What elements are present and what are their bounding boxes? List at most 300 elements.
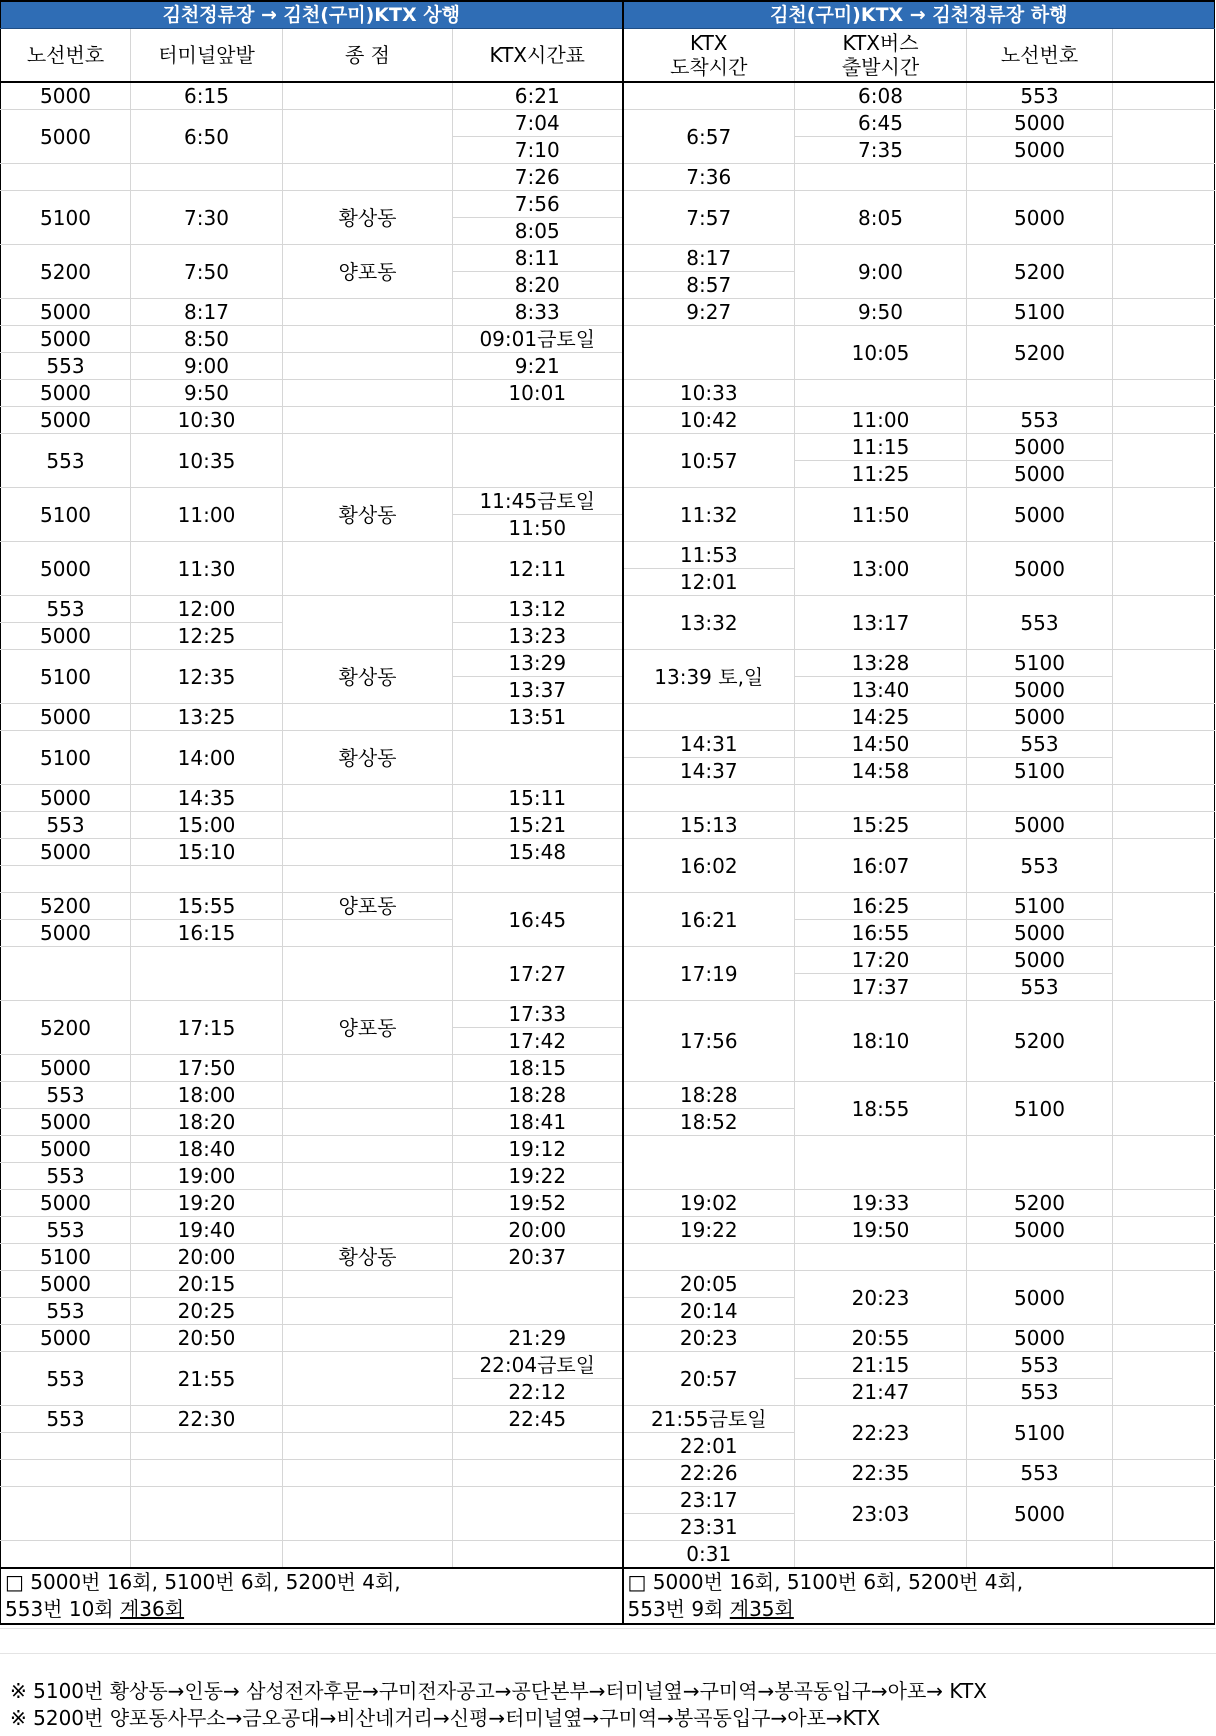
table-row xyxy=(1,1271,1215,1298)
table-row xyxy=(1,1001,1215,1028)
cell-blank xyxy=(1113,326,1215,380)
note-5200: ※ 5200번 양포동사무소→금오공대→비산네거리→신평→터미널옆→구미역→봉곡동입구→아포→KTX xyxy=(10,1706,881,1730)
cell-terminal-depart: 12:35 xyxy=(131,650,283,704)
cell-ktx-timetable: 18:15 xyxy=(453,1055,623,1082)
cell-route-out: 5100 xyxy=(1,1244,131,1271)
cell-ktx-timetable: 17:42 xyxy=(453,1028,623,1055)
cell-terminus xyxy=(283,920,453,947)
cell-ktx-arrival: 22:01 xyxy=(623,1433,795,1460)
cell-ktx-arrival: 14:37 xyxy=(623,758,795,785)
cell-ktx-arrival: 7:36 xyxy=(623,164,795,191)
cell-ktx-arrival: 18:28 xyxy=(623,1082,795,1109)
cell-route-in: 553 xyxy=(967,1460,1113,1487)
cell-route-in: 5200 xyxy=(967,245,1113,299)
table-row xyxy=(1,82,1215,110)
cell-ktx-arrival: 12:01 xyxy=(623,569,795,596)
cell-blank xyxy=(1113,650,1215,704)
cell-ktx-timetable: 19:52 xyxy=(453,1190,623,1217)
cell-terminal-depart: 9:50 xyxy=(131,380,283,407)
cell-terminal-depart: 17:50 xyxy=(131,1055,283,1082)
cell-blank xyxy=(1113,704,1215,731)
cell-blank xyxy=(1113,164,1215,191)
cell-blank xyxy=(1113,407,1215,434)
cell-terminal-depart: 20:00 xyxy=(131,1244,283,1271)
cell-terminus: 황상동 xyxy=(283,650,453,704)
cell-route-in: 553 xyxy=(967,1352,1113,1379)
cell-bus-depart: 13:17 xyxy=(795,596,967,650)
cell-ktx-arrival: 6:57 xyxy=(623,110,795,164)
cell-terminus xyxy=(283,353,453,380)
cell-route-out xyxy=(1,866,131,893)
note-5100: ※ 5100번 황상동→인동→ 삼성전자후문→구미전자공고→공단본부→터미널옆→구미역→봉곡동입구→아포→ KTX xyxy=(10,1679,987,1703)
cell-blank xyxy=(1113,1217,1215,1244)
cell-ktx-arrival xyxy=(623,704,795,731)
summary-outbound-line1: □ 5000번 16회, 5100번 6회, 5200번 4회, xyxy=(5,1570,401,1594)
cell-terminal-depart: 14:35 xyxy=(131,785,283,812)
cell-route-out: 5000 xyxy=(1,623,131,650)
cell-bus-depart: 9:00 xyxy=(795,245,967,299)
cell-bus-depart xyxy=(795,1244,967,1271)
cell-ktx-timetable: 18:28 xyxy=(453,1082,623,1109)
cell-bus-depart: 21:15 xyxy=(795,1352,967,1379)
cell-terminus: 양포동 xyxy=(283,893,453,920)
cell-ktx-arrival: 17:56 xyxy=(623,1001,795,1082)
cell-ktx-arrival xyxy=(623,82,795,110)
cell-terminus xyxy=(283,1055,453,1082)
cell-route-in: 553 xyxy=(967,839,1113,893)
summary-outbound-line2 xyxy=(5,1596,622,1623)
cell-terminus xyxy=(283,812,453,839)
cell-terminus: 황상동 xyxy=(283,731,453,785)
cell-route-in xyxy=(967,1136,1113,1190)
cell-bus-depart: 22:23 xyxy=(795,1406,967,1460)
cell-blank xyxy=(1113,785,1215,812)
cell-blank xyxy=(1113,1460,1215,1487)
table-row xyxy=(1,164,1215,191)
cell-terminal-depart: 17:15 xyxy=(131,1001,283,1055)
cell-route-out: 5000 xyxy=(1,1055,131,1082)
cell-ktx-timetable: 7:04 xyxy=(453,110,623,137)
cell-blank xyxy=(1113,82,1215,110)
cell-ktx-arrival: 11:53 xyxy=(623,542,795,569)
spreadsheet-gridlines xyxy=(0,1628,1216,1678)
cell-blank xyxy=(1113,1406,1215,1460)
cell-route-in: 5100 xyxy=(967,1082,1113,1136)
cell-ktx-timetable: 22:45 xyxy=(453,1406,623,1433)
cell-ktx-timetable: 10:01 xyxy=(453,380,623,407)
cell-ktx-arrival xyxy=(623,1244,795,1271)
cell-bus-depart: 8:05 xyxy=(795,191,967,245)
cell-terminal-depart: 15:10 xyxy=(131,839,283,866)
table-row xyxy=(1,542,1215,569)
cell-route-out: 553 xyxy=(1,1163,131,1190)
cell-blank xyxy=(1113,434,1215,488)
cell-route-out xyxy=(1,1433,131,1460)
cell-route-out: 5000 xyxy=(1,110,131,164)
cell-blank xyxy=(1113,245,1215,299)
cell-ktx-timetable: 20:37 xyxy=(453,1244,623,1271)
cell-route-out: 5000 xyxy=(1,920,131,947)
cell-ktx-arrival: 21:55금토일 xyxy=(623,1406,795,1433)
cell-terminal-depart xyxy=(131,1433,283,1460)
cell-terminal-depart: 11:30 xyxy=(131,542,283,596)
cell-terminus: 양포동 xyxy=(283,245,453,299)
cell-route-out: 5000 xyxy=(1,542,131,596)
cell-terminal-depart: 12:00 xyxy=(131,596,283,623)
cell-terminal-depart: 20:15 xyxy=(131,1271,283,1298)
summary-outbound-routes: 553번 10회 xyxy=(5,1597,120,1621)
table-row xyxy=(1,704,1215,731)
cell-route-out xyxy=(1,1541,131,1569)
cell-route-in: 5100 xyxy=(967,650,1113,677)
cell-route-out: 5000 xyxy=(1,839,131,866)
cell-bus-depart: 18:10 xyxy=(795,1001,967,1082)
cell-ktx-arrival: 0:31 xyxy=(623,1541,795,1569)
cell-bus-depart: 16:25 xyxy=(795,893,967,920)
cell-bus-depart: 16:07 xyxy=(795,839,967,893)
summary-inbound xyxy=(623,1568,1215,1624)
cell-ktx-arrival: 11:32 xyxy=(623,488,795,542)
cell-route-in xyxy=(967,1541,1113,1569)
cell-route-in: 553 xyxy=(967,407,1113,434)
cell-ktx-arrival xyxy=(623,326,795,380)
cell-terminus: 황상동 xyxy=(283,488,453,542)
cell-terminal-depart: 18:00 xyxy=(131,1082,283,1109)
table-row xyxy=(1,1352,1215,1379)
cell-bus-depart: 17:37 xyxy=(795,974,967,1001)
cell-terminus xyxy=(283,110,453,164)
cell-bus-depart: 19:33 xyxy=(795,1190,967,1217)
cell-ktx-timetable: 11:45금토일 xyxy=(453,488,623,515)
cell-route-out: 5200 xyxy=(1,1001,131,1055)
cell-ktx-timetable: 8:33 xyxy=(453,299,623,326)
cell-route-in: 553 xyxy=(967,1379,1113,1406)
cell-ktx-timetable: 9:21 xyxy=(453,353,623,380)
cell-ktx-arrival: 22:26 xyxy=(623,1460,795,1487)
cell-blank xyxy=(1113,812,1215,839)
cell-terminus xyxy=(283,1190,453,1217)
cell-route-out: 5000 xyxy=(1,326,131,353)
cell-terminal-depart xyxy=(131,1487,283,1541)
summary-outbound-total: 계36회 xyxy=(119,1597,185,1621)
cell-ktx-timetable: 12:11 xyxy=(453,542,623,596)
cell-ktx-timetable: 19:22 xyxy=(453,1163,623,1190)
cell-ktx-timetable: 8:11 xyxy=(453,245,623,272)
cell-route-out: 553 xyxy=(1,596,131,623)
cell-blank xyxy=(1113,893,1215,947)
cell-ktx-timetable: 7:10 xyxy=(453,137,623,164)
cell-route-in: 5000 xyxy=(967,488,1113,542)
cell-route-out: 553 xyxy=(1,353,131,380)
cell-terminal-depart: 22:30 xyxy=(131,1406,283,1433)
cell-terminal-depart: 11:00 xyxy=(131,488,283,542)
cell-blank xyxy=(1113,1082,1215,1136)
summary-inbound-line1: □ 5000번 16회, 5100번 6회, 5200번 4회, xyxy=(627,1570,1024,1594)
cell-terminal-depart: 6:15 xyxy=(131,82,283,110)
cell-route-out: 5100 xyxy=(1,191,131,245)
cell-terminal-depart: 16:15 xyxy=(131,920,283,947)
cell-bus-depart: 7:35 xyxy=(795,137,967,164)
cell-route-out: 5100 xyxy=(1,650,131,704)
cell-terminal-depart: 13:25 xyxy=(131,704,283,731)
col-route-in: 노선번호 xyxy=(967,29,1113,83)
cell-terminus xyxy=(283,1271,453,1298)
cell-terminal-depart: 6:50 xyxy=(131,110,283,164)
cell-route-in: 5000 xyxy=(967,110,1113,137)
summary-outbound xyxy=(1,1568,623,1624)
cell-terminus xyxy=(283,380,453,407)
cell-ktx-arrival: 20:14 xyxy=(623,1298,795,1325)
cell-route-out: 5000 xyxy=(1,407,131,434)
cell-bus-depart: 17:20 xyxy=(795,947,967,974)
cell-blank xyxy=(1113,542,1215,596)
cell-blank xyxy=(1113,731,1215,785)
cell-bus-depart: 13:40 xyxy=(795,677,967,704)
cell-terminus xyxy=(283,1460,453,1487)
cell-route-in: 5200 xyxy=(967,326,1113,380)
cell-route-out: 5000 xyxy=(1,1109,131,1136)
cell-blank xyxy=(1113,839,1215,893)
cell-ktx-arrival: 13:39 토,일 xyxy=(623,650,795,704)
cell-bus-depart: 13:28 xyxy=(795,650,967,677)
cell-ktx-arrival: 13:32 xyxy=(623,596,795,650)
cell-ktx-timetable: 6:21 xyxy=(453,82,623,110)
cell-route-in xyxy=(967,1244,1113,1271)
cell-ktx-timetable: 13:29 xyxy=(453,650,623,677)
cell-route-in: 5000 xyxy=(967,1487,1113,1541)
cell-terminus xyxy=(283,1541,453,1569)
cell-ktx-arrival: 8:17 xyxy=(623,245,795,272)
cell-ktx-arrival: 14:31 xyxy=(623,731,795,758)
cell-terminus xyxy=(283,326,453,353)
cell-terminal-depart xyxy=(131,947,283,1001)
cell-terminal-depart: 19:20 xyxy=(131,1190,283,1217)
route-notes xyxy=(10,1678,987,1732)
cell-terminus xyxy=(283,434,453,488)
cell-terminal-depart: 10:35 xyxy=(131,434,283,488)
cell-terminus xyxy=(283,1433,453,1460)
cell-ktx-arrival: 16:21 xyxy=(623,893,795,947)
cell-terminal-depart: 18:20 xyxy=(131,1109,283,1136)
cell-terminal-depart: 7:30 xyxy=(131,191,283,245)
cell-route-out: 5100 xyxy=(1,731,131,785)
inbound-title: 김천(구미)KTX → 김천정류장 하행 xyxy=(623,1,1215,29)
cell-terminus xyxy=(283,1109,453,1136)
table-row xyxy=(1,1136,1215,1163)
cell-route-in: 5000 xyxy=(967,1217,1113,1244)
table-row xyxy=(1,1190,1215,1217)
cell-route-out: 553 xyxy=(1,1298,131,1325)
cell-terminus xyxy=(283,704,453,731)
cell-terminus xyxy=(283,1325,453,1352)
table-row xyxy=(1,110,1215,137)
timetable-body xyxy=(1,82,1215,1568)
cell-ktx-arrival: 19:02 xyxy=(623,1190,795,1217)
cell-route-in: 5100 xyxy=(967,758,1113,785)
cell-route-out: 5000 xyxy=(1,1325,131,1352)
cell-route-out: 553 xyxy=(1,1217,131,1244)
cell-bus-depart: 23:03 xyxy=(795,1487,967,1541)
cell-ktx-timetable: 09:01금토일 xyxy=(453,326,623,353)
cell-route-out: 553 xyxy=(1,1352,131,1406)
cell-terminal-depart: 14:00 xyxy=(131,731,283,785)
cell-blank xyxy=(1113,191,1215,245)
table-row xyxy=(1,299,1215,326)
cell-terminus xyxy=(283,542,453,596)
cell-terminus xyxy=(283,1298,453,1325)
cell-terminus xyxy=(283,1082,453,1109)
cell-bus-depart: 11:25 xyxy=(795,461,967,488)
cell-ktx-timetable: 22:12 xyxy=(453,1379,623,1406)
col-ktx-bus-depart: KTX버스 출발시간 xyxy=(795,29,967,83)
col-blank xyxy=(1113,29,1215,83)
cell-ktx-timetable: 17:27 xyxy=(453,947,623,1001)
cell-terminus: 양포동 xyxy=(283,1001,453,1055)
cell-terminal-depart: 10:30 xyxy=(131,407,283,434)
cell-ktx-arrival: 20:57 xyxy=(623,1352,795,1406)
cell-terminal-depart: 18:40 xyxy=(131,1136,283,1163)
cell-terminal-depart: 19:40 xyxy=(131,1217,283,1244)
cell-route-out: 553 xyxy=(1,1082,131,1109)
cell-ktx-timetable: 17:33 xyxy=(453,1001,623,1028)
cell-ktx-timetable xyxy=(453,866,623,893)
outbound-title: 김천정류장 → 김천(구미)KTX 상행 xyxy=(1,1,623,29)
table-row xyxy=(1,434,1215,461)
cell-terminus xyxy=(283,947,453,1001)
cell-route-in: 5100 xyxy=(967,893,1113,920)
table-row xyxy=(1,326,1215,353)
cell-terminus xyxy=(283,1217,453,1244)
cell-route-in: 5000 xyxy=(967,434,1113,461)
cell-ktx-timetable: 15:48 xyxy=(453,839,623,866)
cell-route-out: 5000 xyxy=(1,1271,131,1298)
cell-ktx-timetable: 8:05 xyxy=(453,218,623,245)
cell-terminus xyxy=(283,785,453,812)
cell-route-out: 5100 xyxy=(1,488,131,542)
cell-route-in: 5200 xyxy=(967,1001,1113,1082)
cell-ktx-timetable: 13:51 xyxy=(453,704,623,731)
cell-route-in xyxy=(967,785,1113,812)
cell-ktx-arrival: 10:33 xyxy=(623,380,795,407)
cell-blank xyxy=(1113,1325,1215,1352)
col-terminal-depart: 터미널앞발 xyxy=(131,29,283,83)
table-row xyxy=(1,407,1215,434)
cell-ktx-arrival: 7:57 xyxy=(623,191,795,245)
cell-bus-depart xyxy=(795,380,967,407)
cell-route-out: 5000 xyxy=(1,785,131,812)
cell-bus-depart xyxy=(795,1541,967,1569)
table-row xyxy=(1,245,1215,272)
cell-bus-depart: 6:08 xyxy=(795,82,967,110)
cell-ktx-timetable: 8:20 xyxy=(453,272,623,299)
cell-route-in: 5000 xyxy=(967,677,1113,704)
cell-route-out: 5200 xyxy=(1,245,131,299)
summary-inbound-line2 xyxy=(628,1596,1215,1623)
cell-route-in xyxy=(967,164,1113,191)
cell-ktx-arrival: 17:19 xyxy=(623,947,795,1001)
cell-route-out: 553 xyxy=(1,434,131,488)
cell-route-in: 5000 xyxy=(967,1325,1113,1352)
cell-terminal-depart: 12:25 xyxy=(131,623,283,650)
table-row xyxy=(1,812,1215,839)
table-row xyxy=(1,1082,1215,1109)
col-terminus: 종 점 xyxy=(283,29,453,83)
cell-bus-depart: 14:50 xyxy=(795,731,967,758)
cell-route-in: 5100 xyxy=(967,1406,1113,1460)
cell-ktx-timetable: 15:21 xyxy=(453,812,623,839)
table-row xyxy=(1,893,1215,920)
table-row xyxy=(1,785,1215,812)
table-row xyxy=(1,1541,1215,1569)
cell-bus-depart: 18:55 xyxy=(795,1082,967,1136)
cell-ktx-arrival: 8:57 xyxy=(623,272,795,299)
cell-ktx-arrival: 16:02 xyxy=(623,839,795,893)
cell-bus-depart: 14:25 xyxy=(795,704,967,731)
cell-route-in: 5000 xyxy=(967,812,1113,839)
table-row xyxy=(1,488,1215,515)
cell-ktx-arrival: 18:52 xyxy=(623,1109,795,1136)
table-row xyxy=(1,650,1215,677)
cell-terminal-depart: 8:17 xyxy=(131,299,283,326)
table-row xyxy=(1,1217,1215,1244)
cell-ktx-arrival: 23:31 xyxy=(623,1514,795,1541)
cell-bus-depart: 11:00 xyxy=(795,407,967,434)
cell-blank xyxy=(1113,1244,1215,1271)
cell-blank xyxy=(1113,1271,1215,1325)
col-ktx-timetable: KTX시간표 xyxy=(453,29,623,83)
cell-ktx-timetable xyxy=(453,1271,623,1325)
table-row xyxy=(1,731,1215,758)
cell-route-out: 5000 xyxy=(1,704,131,731)
cell-route-out: 5200 xyxy=(1,893,131,920)
cell-ktx-arrival: 10:42 xyxy=(623,407,795,434)
cell-ktx-timetable xyxy=(453,1541,623,1569)
cell-blank xyxy=(1113,488,1215,542)
cell-blank xyxy=(1113,299,1215,326)
cell-bus-depart: 20:23 xyxy=(795,1271,967,1325)
cell-route-out: 553 xyxy=(1,812,131,839)
cell-terminal-depart: 20:25 xyxy=(131,1298,283,1325)
cell-ktx-arrival: 23:17 xyxy=(623,1487,795,1514)
cell-ktx-arrival: 9:27 xyxy=(623,299,795,326)
cell-bus-depart: 14:58 xyxy=(795,758,967,785)
col-ktx-arrival: KTX 도착시간 xyxy=(623,29,795,83)
cell-route-in: 5000 xyxy=(967,542,1113,596)
cell-ktx-timetable: 11:50 xyxy=(453,515,623,542)
table-row xyxy=(1,947,1215,974)
cell-bus-depart: 11:15 xyxy=(795,434,967,461)
cell-terminus xyxy=(283,1487,453,1541)
cell-ktx-timetable: 7:56 xyxy=(453,191,623,218)
cell-ktx-timetable xyxy=(453,1487,623,1541)
cell-blank xyxy=(1113,947,1215,1001)
cell-blank xyxy=(1113,1487,1215,1541)
cell-terminus xyxy=(283,407,453,434)
cell-blank xyxy=(1113,1136,1215,1190)
cell-route-out: 5000 xyxy=(1,82,131,110)
cell-route-in: 5000 xyxy=(967,920,1113,947)
cell-route-in: 5000 xyxy=(967,947,1113,974)
cell-terminus xyxy=(283,164,453,191)
cell-bus-depart: 11:50 xyxy=(795,488,967,542)
cell-bus-depart xyxy=(795,785,967,812)
cell-route-in: 5000 xyxy=(967,461,1113,488)
cell-ktx-timetable xyxy=(453,1460,623,1487)
cell-terminal-depart: 21:55 xyxy=(131,1352,283,1406)
col-route-out: 노선번호 xyxy=(1,29,131,83)
cell-ktx-timetable: 15:11 xyxy=(453,785,623,812)
cell-route-out xyxy=(1,164,131,191)
